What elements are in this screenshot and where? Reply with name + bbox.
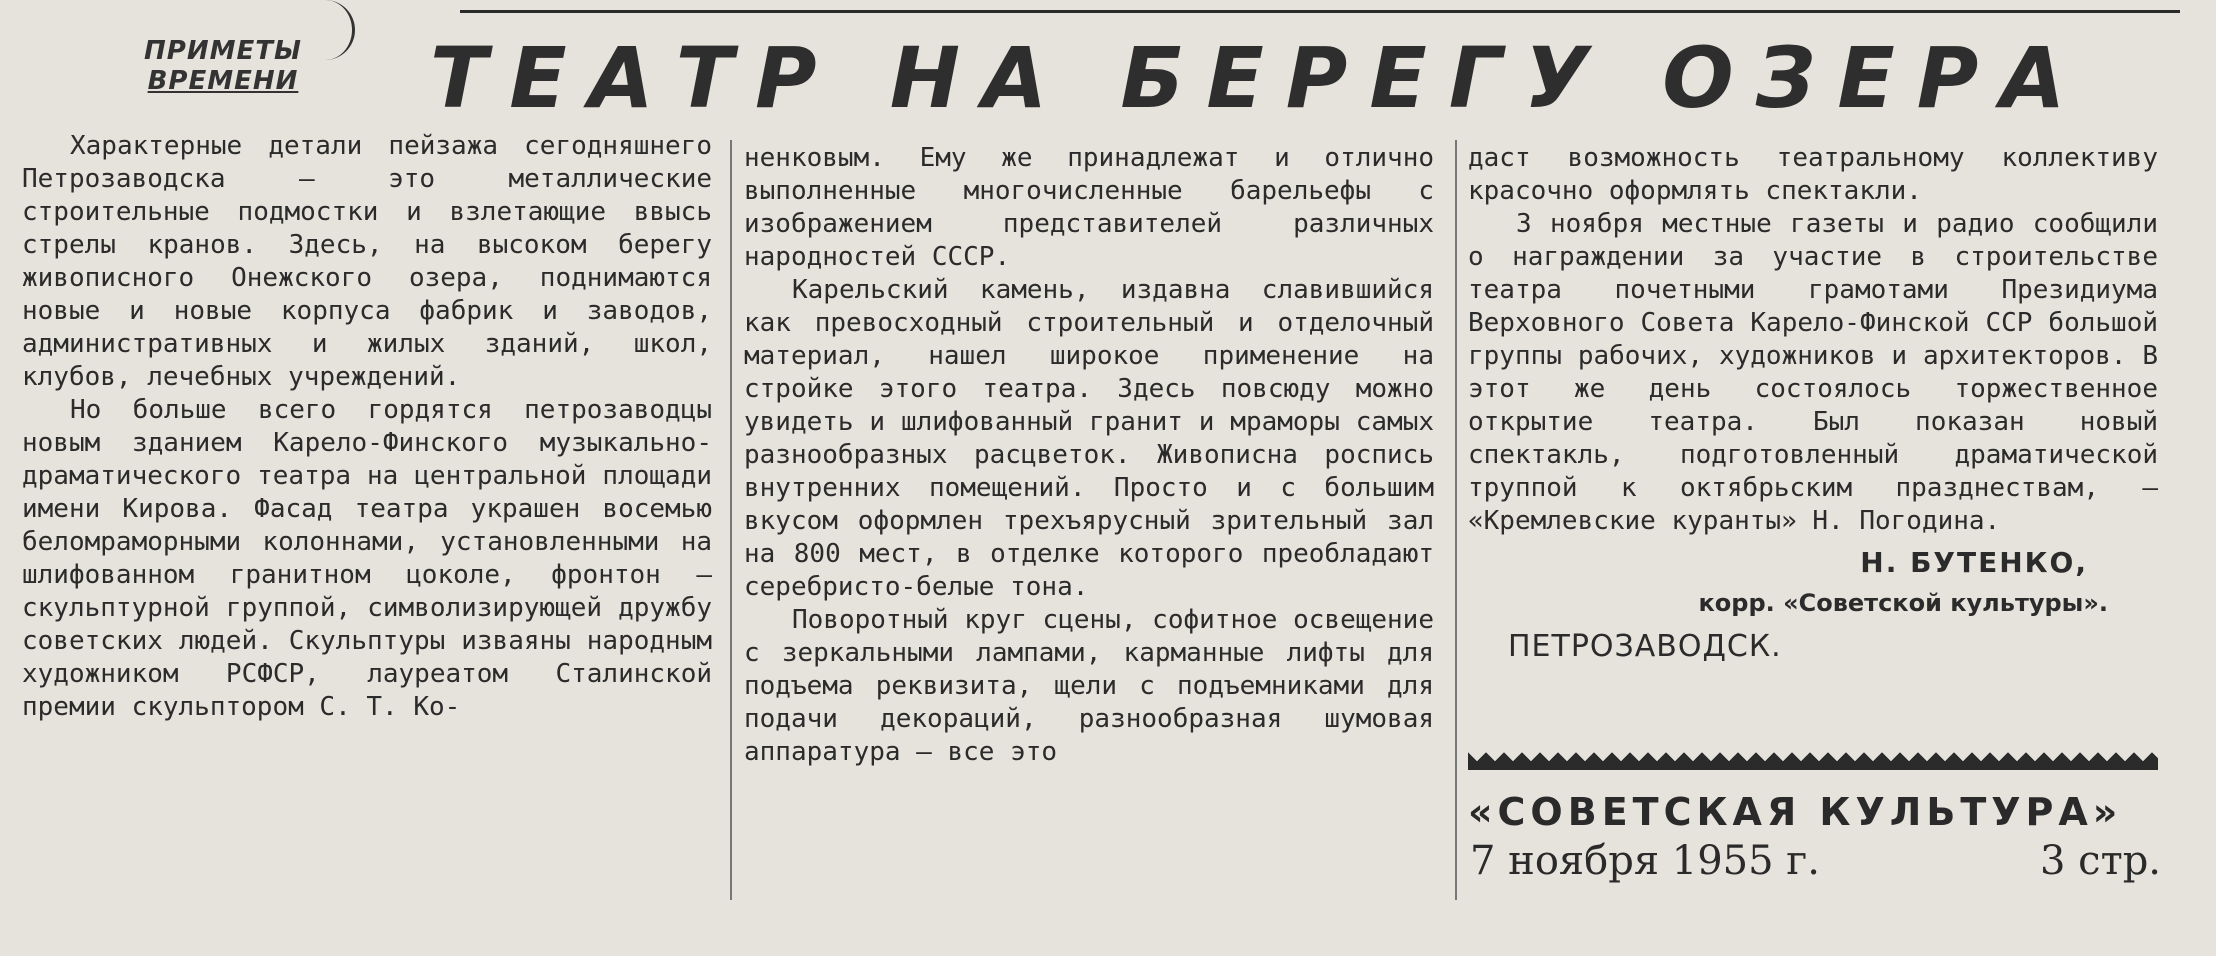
column-3 bbox=[1468, 142, 2158, 663]
rubric-line-1: ПРИМЕТЫ bbox=[144, 36, 302, 66]
paragraph: Но больше всего гордятся петрозаводцы новым зданием Карело-Финского музыкально-драматического театра на центральной площади имени Кирова. Фасад театра украшен восемью беломраморными колоннами, установленными на шлифованном гранитном цоколе, фронтон — скульптурной группой, символизирующей дружбу советских людей. Скульптуры изваяны народным художником РСФСР, лауреатом Сталинской премии скульптором С. Т. Ко- bbox=[22, 395, 712, 722]
paragraph: даст возможность театральному коллективу красочно оформлять спектакли. bbox=[1468, 143, 2158, 206]
publication-date: 7 ноября 1955 г. bbox=[1470, 838, 1820, 884]
column-divider bbox=[1455, 140, 1457, 900]
headline: ТЕАТР НА БЕРЕГУ ОЗЕРА bbox=[430, 29, 2088, 127]
column-1 bbox=[22, 130, 712, 724]
decorative-border bbox=[1468, 752, 2158, 774]
page-number: 3 стр. bbox=[2040, 838, 2162, 884]
paragraph: Поворотный круг сцены, софитное освещение с зеркальными лампами, карманные лифты для подъема реквизита, щели с подъемниками для подачи декораций, разнообразная шумовая аппаратура — все это bbox=[744, 605, 1434, 767]
paragraph: Характерные детали пейзажа сегодняшнего Петрозаводска — это металлические строительные подмостки и взлетающие ввысь стрелы кранов. Здесь, на высоком берегу живописного Онежского озера, поднимаются новые и новые корпуса фабрик и заводов, административных и жилых зданий, школ, клубов, лечебных учреждений. bbox=[22, 131, 712, 392]
pen-mark bbox=[322, 0, 355, 60]
rubric bbox=[128, 36, 318, 96]
paragraph: ненковым. Ему же принадлежат и отлично выполненные многочисленные барельефы с изображением представителей различных народностей СССР. bbox=[744, 143, 1434, 272]
column-2 bbox=[744, 142, 1434, 769]
newspaper-name: «СОВЕТСКАЯ КУЛЬТУРА» bbox=[1468, 790, 2123, 834]
paragraph: 3 ноября местные газеты и радио сообщили о награждении за участие в строительстве театра почетными грамотами Президиума Верховного Совета Карело-Финской ССР большой группы рабочих, художников и архитекторов. В этот же день состоялось торжественное открытие театра. Был показан новый спектакль, подготовленный драматической труппой к октябрьским празднествам, — «Кремлевские куранты» Н. Погодина. bbox=[1468, 209, 2158, 536]
paragraph: Карельский камень, издавна славившийся как превосходный строительный и отделочный материал, нашел широкое применение на стройке этого театра. Здесь повсюду можно увидеть и шлифованный гранит и мраморы самых разнообразных расцветок. Живописна роспись внутренних помещений. Просто и с большим вкусом оформлен трехъярусный зрительный зал на 800 мест, в отделке которого преобладают серебристо-белые тона. bbox=[744, 275, 1434, 602]
author-signature: Н. БУТЕНКО, bbox=[1860, 546, 2088, 579]
dateline-city: ПЕТРОЗАВОДСК. bbox=[1508, 629, 1782, 664]
top-rule bbox=[460, 10, 2180, 13]
author-position: корр. «Советской культуры». bbox=[1698, 589, 2108, 617]
rubric-line-2: ВРЕМЕНИ bbox=[147, 66, 299, 96]
column-divider bbox=[730, 140, 732, 900]
